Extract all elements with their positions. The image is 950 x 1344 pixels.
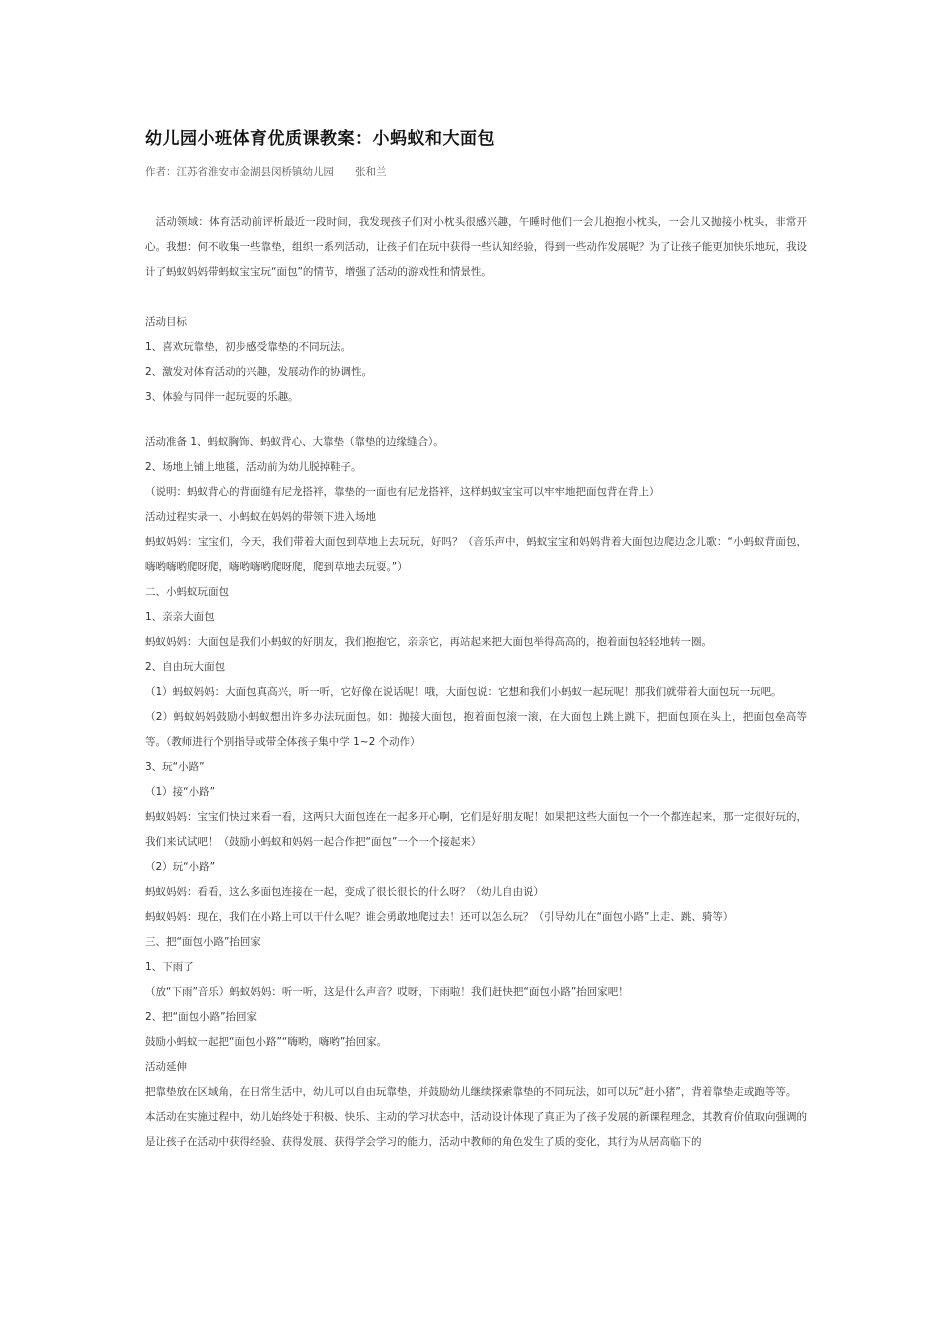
paragraph: 蚂蚁妈妈：宝宝们，今天，我们带着大面包到草地上去玩玩，好吗？（音乐声中，蚂蚁宝宝和妈妈背着大面包边爬边念儿歌：“小蚂蚁背面包，嗨哟嗨哟爬呀爬，嗨哟嗨哟爬呀爬，爬到草地去玩耍。”） [145,536,807,573]
sub-heading: 1、亲亲大面包 [145,611,215,623]
paragraph: 蚂蚁妈妈：看看，这么多面包连接在一起，变成了很长很长的什么呀？（幼儿自由说） [145,886,544,898]
paragraph: 把靠垫放在区域角，在日常生活中，幼儿可以自由玩靠垫，并鼓励幼儿继续探索靠垫的不同玩法，如可以玩“赶小猪”，背着靠垫走或跑等等。 [145,1086,797,1098]
sub-heading: （2）玩“小路” [145,861,216,873]
sub-heading: 1、下雨了 [145,961,194,973]
paragraph: 蚂蚁妈妈：现在，我们在小路上可以干什么呢？谁会勇敢地爬过去！还可以怎么玩？（引导幼儿在“面包小路”上走、跳、骑等） [145,911,734,923]
prep-note: （说明：蚂蚁背心的背面缝有尼龙搭袢，靠垫的一面也有尼龙搭袢，这样蚂蚁宝宝可以牢牢地把面包背在背上） [145,486,660,498]
paragraph: （1）蚂蚁妈妈：大面包真高兴，听一听，它好像在说话呢！哦，大面包说：它想和我们小蚂蚁一起玩呢！那我们就带着大面包玩一玩吧。 [145,686,782,698]
article-body [145,210,807,1155]
page-title: 幼儿园小班体育优质课教案：小蚂蚁和大面包 [145,129,495,149]
paragraph: （2）蚂蚁妈妈鼓励小蚂蚁想出许多办法玩面包。如：抛接大面包，抱着面包滚一滚，在大面包上跳上跳下，把面包顶在头上，把面包垒高等等。（教师进行个别指导或带全体孩子集中学 1~2 个动作） [145,711,807,748]
sub-heading: 2、自由玩大面包 [145,661,226,673]
author-byline: 作者：江苏省淮安市金湖县闵桥镇幼儿园 张和兰 [145,166,387,178]
prep-item: 活动准备 1、蚂蚁胸饰、蚂蚁背心、大靠垫（靠垫的边缘缝合）。 [145,436,444,448]
sub-heading: 2、把“面包小路”抬回家 [145,1011,258,1023]
goal-item: 3、体验与同伴一起玩耍的乐趣。 [145,391,299,403]
paragraph: （放“下雨”音乐）蚂蚁妈妈：听一听，这是什么声音？哎呀，下雨啦！我们赶快把“面包小路”抬回家吧！ [145,986,629,998]
section-heading: 活动延伸 [145,1061,187,1073]
goals-heading: 活动目标 [145,316,187,328]
paragraph: 鼓励小蚂蚁一起把“面包小路”“嗨哟，嗨哟”抬回家。 [145,1036,388,1048]
section-heading: 二、小蚂蚁玩面包 [145,586,229,598]
section-heading: 活动过程实录一、小蚂蚁在妈妈的带领下进入场地 [145,511,376,523]
goal-item: 1、喜欢玩靠垫，初步感受靠垫的不同玩法。 [145,341,352,353]
sub-heading: 3、玩“小路” [145,761,205,773]
prep-item: 2、场地上铺上地毯，活动前为幼儿脱掉鞋子。 [145,461,362,473]
section-heading: 三、把“面包小路”抬回家 [145,936,261,948]
paragraph: 本活动在实施过程中，幼儿始终处于积极、快乐、主动的学习状态中，活动设计体现了真正为了孩子发展的新课程理念，其教育价值取向强调的是让孩子在活动中获得经验、获得发展、获得学会学习的能力，活动中教师的角色发生了质的变化，其行为从居高临下的 [145,1111,807,1148]
paragraph: 蚂蚁妈妈：宝宝们快过来看一看，这两只大面包连在一起多开心啊，它们是好朋友呢！如果把这些大面包一个一个都连起来，那一定很好玩的，我们来试试吧！（鼓励小蚂蚁和妈妈一起合作把“面包”一个一个接起来） [145,811,807,848]
sub-heading: （1）接“小路” [145,786,216,798]
intro-paragraph: 活动领域：体育活动前评析最近一段时间，我发现孩子们对小枕头很感兴趣，午睡时他们一会儿抱抱小枕头，一会儿又抛接小枕头，非常开心。我想：何不收集一些靠垫，组织一系列活动，让孩子们在玩中获得一些认知经验，得到一些动作发展呢？为了让孩子能更加快乐地玩，我设计了蚂蚁妈妈带蚂蚁宝宝玩“面包”的情节，增强了活动的游戏性和情景性。 [145,216,807,278]
paragraph: 蚂蚁妈妈：大面包是我们小蚂蚁的好朋友，我们抱抱它，亲亲它，再站起来把大面包举得高高的，抱着面包轻轻地转一圈。 [145,636,712,648]
goal-item: 2、激发对体育活动的兴趣，发展动作的协调性。 [145,366,373,378]
